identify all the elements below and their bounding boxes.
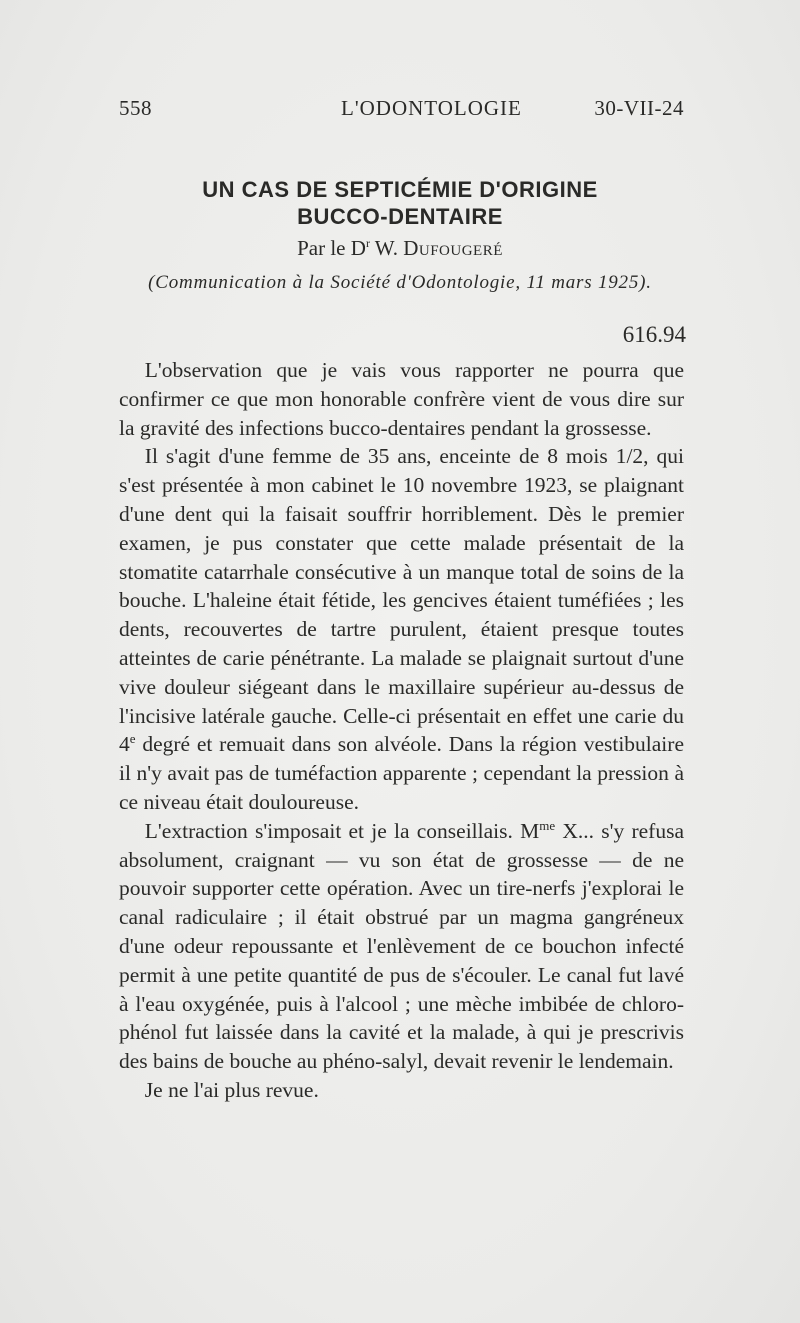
classification-number: 616.94 — [622, 322, 686, 347]
author-byline — [0, 236, 800, 261]
communication-note: (Communication à la Société d'Odontologie, 11 mars 1925). — [148, 272, 652, 293]
paragraph-2 — [119, 442, 684, 816]
paragraph-3-part-a: L'extraction s'imposait et je la conseillais. M — [144, 818, 540, 843]
paragraph-3 — [119, 817, 684, 1076]
author-surname: Dufougeré — [403, 236, 503, 260]
paragraph-3-superscript: me — [539, 817, 556, 833]
page-number: 558 — [119, 96, 152, 120]
paragraph-1: L'observation que je vais vous rapporter ne pourra que confirmer ce que mon honorable confrère vient de vous dire sur la gravité des infections bucco-dentaires pendant la grossesse. — [119, 358, 684, 440]
title-line-1: UN CAS DE SEPTICÉMIE D'ORIGINE — [202, 177, 598, 202]
issue-date: 30-VII-24 — [594, 96, 684, 120]
byline-superscript: r — [365, 236, 370, 250]
paragraph-4: Je ne l'ai plus revue. — [144, 1077, 319, 1102]
paragraph-2-superscript: e — [129, 731, 136, 747]
journal-name: L'ODONTOLOGIE — [341, 96, 522, 120]
byline-prefix: Par le D — [297, 236, 366, 260]
title-line-2: BUCCO-DENTAIRE — [297, 204, 503, 229]
paragraph-3-part-b: X... s'y refusa absolument, craignant — vu son état de grossesse — de ne pouvoir supporter cette opération. Avec un tire-nerfs j'explorai le canal radiculaire ; il était obstrué par un magma gangréneux d'une odeur repoussante et l'enlèvement de ce bouchon infecté permit à une petite quantité de pus de s'écouler. Le canal fut lavé à l'eau oxygénée, puis à l'alcool ; une mèche imbibée de chloro-phénol fut laissée dans la cavité et la malade, à qui je prescrivis des bains de bouche au phéno-salyl, devait revenir le lendemain. — [119, 818, 684, 1074]
article-body — [119, 356, 684, 1105]
byline-initial: W. — [369, 236, 404, 260]
running-header — [119, 96, 684, 126]
paragraph-2-part-a: Il s'agit d'une femme de 35 ans, enceinte de 8 mois 1/2, qui s'est présentée à mon cabinet le 10 novembre 1923, se plaignant d'une dent qui la faisait souffrir horriblement. Dès le premier examen, je pus constater que cette malade présentait de la stomatite catarrhale consécutive à un manque total de soins de la bouche. L'haleine était fétide, les gencives étaient tuméfiées ; les dents, recouvertes de tartre purulent, étaient presque toutes atteintes de carie pénétrante. La malade se plaignait surtout d'une vive douleur siégeant dans le maxillaire supérieur au-dessus de l'incisive latérale gauche. Celle-ci présentait en effet une carie du 4 — [119, 444, 684, 757]
paragraph-2-part-b: degré et remuait dans son alvéole. Dans la région vestibulaire il n'y avait pas de tuméfaction apparente ; cependant la pression à ce niveau était douloureuse. — [119, 732, 684, 814]
article-title — [0, 176, 800, 230]
